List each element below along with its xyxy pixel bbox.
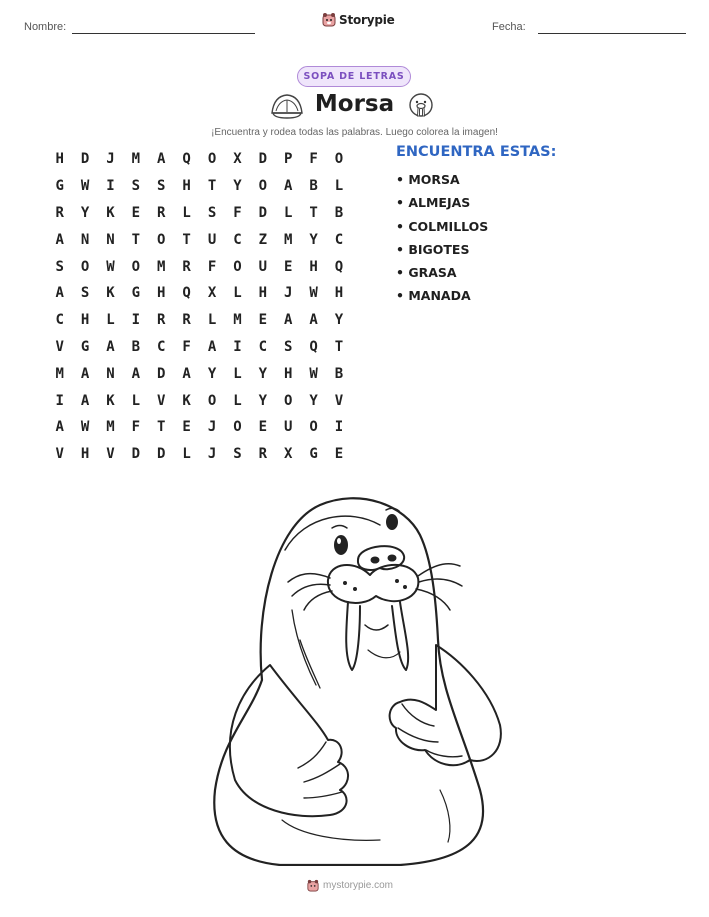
date-label: Fecha: [492,21,526,33]
grid-cell[interactable]: R [182,258,191,275]
grid-cell[interactable]: B [334,204,344,221]
grid-cell[interactable]: J [106,151,115,168]
grid-cell[interactable]: J [283,285,293,302]
grid-cell[interactable]: Y [309,231,318,248]
grid-cell[interactable]: C [157,338,166,355]
word-item: • MORSA [396,172,460,187]
grid-cell[interactable]: A [182,365,191,382]
grid-cell[interactable]: L [182,446,191,463]
grid-cell[interactable]: T [334,338,344,355]
grid-cell[interactable]: A [283,178,293,195]
grid-cell[interactable]: I [131,312,141,329]
grid-cell[interactable]: Y [207,365,217,382]
grid-cell[interactable]: A [55,231,64,248]
grid-cell[interactable]: U [207,231,217,248]
grid-cell[interactable]: E [258,419,268,436]
grid-cell[interactable]: D [258,204,268,221]
grid-cell[interactable]: A [80,365,90,382]
grid-cell[interactable]: P [283,151,293,168]
grid-cell[interactable]: N [80,231,90,248]
grid-cell[interactable]: H [157,285,166,302]
grid-cell[interactable]: E [182,419,191,436]
grid-cell[interactable]: T [309,204,318,221]
grid-cell[interactable]: O [157,231,166,248]
grid-cell[interactable]: J [207,419,217,436]
grid-cell[interactable]: I [106,178,115,195]
grid-cell[interactable]: M [157,258,166,275]
word-list [396,171,488,311]
word-item: • ALMEJAS [396,195,471,211]
grid-cell[interactable]: M [131,151,141,168]
grid-cell[interactable]: A [55,285,64,302]
grid-cell[interactable]: V [157,392,166,409]
grid-cell[interactable]: W [106,258,115,275]
grid-cell[interactable]: H [334,285,344,302]
activity-badge: SOPA DE LETRAS [297,66,411,87]
brand [322,12,395,27]
word-list-title: ENCUENTRA ESTAS: [396,144,557,160]
grid-cell[interactable]: K [106,204,115,221]
grid-cell[interactable]: N [106,365,115,382]
grid-cell[interactable]: X [207,285,217,302]
grid-cell[interactable]: H [80,312,90,329]
grid-cell[interactable]: A [131,365,141,382]
grid-cell[interactable]: O [233,258,242,275]
grid-cell[interactable]: T [182,231,191,248]
grid-cell[interactable]: F [182,338,191,355]
word-item: • GRASA [396,265,457,281]
grid-cell[interactable]: A [106,338,115,355]
grid-cell[interactable]: Y [80,204,90,221]
grid-cell[interactable]: L [233,285,242,302]
grid-cell[interactable]: H [182,178,191,195]
grid-cell[interactable]: Q [334,258,344,275]
grid-cell[interactable]: Q [182,285,191,302]
grid-cell[interactable]: U [283,419,293,436]
grid-cell[interactable]: Y [233,178,242,195]
storypie-logo-icon [307,879,319,892]
grid-cell[interactable]: S [80,285,90,302]
grid-cell[interactable]: A [157,151,166,168]
grid-cell[interactable]: O [131,258,141,275]
grid-cell[interactable]: T [157,419,166,436]
grid-cell[interactable]: A [207,338,217,355]
grid-cell[interactable]: A [283,312,293,329]
grid-cell[interactable]: K [106,285,115,302]
grid-cell[interactable]: O [233,419,242,436]
grid-cell[interactable]: M [106,419,115,436]
grid-cell[interactable]: K [106,392,115,409]
grid-cell[interactable]: O [258,178,268,195]
grid-cell[interactable]: G [309,446,318,463]
grid-cell[interactable]: R [157,312,166,329]
grid-cell[interactable]: O [283,392,293,409]
date-line [538,33,686,34]
grid-cell[interactable]: L [233,392,242,409]
grid-cell[interactable]: F [207,258,217,275]
grid-cell[interactable]: S [55,258,64,275]
grid-cell[interactable]: J [207,446,217,463]
grid-cell[interactable]: L [182,204,191,221]
instructions: ¡Encuentra y rodea todas las palabras. Luego colorea la imagen! [211,127,498,138]
grid-cell[interactable]: Q [182,151,191,168]
grid-cell[interactable]: Y [258,392,268,409]
grid-cell[interactable]: C [55,312,64,329]
grid-cell[interactable]: C [258,338,268,355]
grid-cell[interactable]: X [233,151,242,168]
page-title: Morsa [314,91,395,117]
word-item: • MANADA [396,288,471,304]
grid-cell[interactable]: L [283,204,293,221]
grid-cell[interactable]: F [233,204,242,221]
grid-cell[interactable]: H [80,446,90,463]
word-item: • COLMILLOS [396,218,489,234]
grid-cell[interactable]: X [283,446,293,463]
grid-cell[interactable]: E [334,446,344,463]
grid-cell[interactable]: R [182,312,191,329]
grid-cell[interactable]: H [55,151,64,168]
footer-url: mystorypie.com [323,880,394,891]
grid-cell[interactable]: A [55,419,64,436]
grid-cell[interactable]: H [309,258,318,275]
grid-cell[interactable]: Y [258,365,268,382]
grid-cell[interactable]: Y [334,312,344,329]
grid-cell[interactable]: W [80,178,90,195]
grid-cell[interactable]: S [131,178,141,195]
grid-cell[interactable]: D [258,151,268,168]
grid-cell[interactable]: W [309,285,318,302]
grid-cell[interactable]: S [157,178,166,195]
grid-cell[interactable]: M [55,365,64,382]
grid-cell[interactable]: B [131,338,141,355]
grid-cell[interactable]: G [55,178,64,195]
grid-cell[interactable]: Z [258,231,268,248]
walrus-coloring-illustration [200,490,510,866]
word-search-grid [47,146,352,468]
grid-cell[interactable]: R [258,446,268,463]
grid-cell[interactable]: D [80,151,90,168]
grid-cell[interactable]: L [131,392,141,409]
grid-cell[interactable]: M [283,231,293,248]
grid-cell[interactable]: V [55,446,64,463]
grid-cell[interactable]: O [207,151,217,168]
grid-cell[interactable]: D [157,365,166,382]
grid-cell[interactable]: Q [309,338,318,355]
grid-cell[interactable]: N [106,231,115,248]
grid-cell[interactable]: O [80,258,90,275]
grid-cell[interactable]: I [334,419,344,436]
word-item: • BIGOTES [396,241,470,257]
grid-cell[interactable]: A [80,392,90,409]
grid-cell[interactable]: F [131,419,141,436]
grid-cell[interactable]: V [334,392,344,409]
grid-cell[interactable]: O [207,392,217,409]
walrus-face-icon [407,92,435,120]
grid-cell[interactable]: S [207,204,217,221]
name-label: Nombre: [24,21,67,33]
grid-cell[interactable]: O [309,419,318,436]
grid-cell[interactable]: W [309,365,318,382]
grid-cell[interactable]: Y [309,392,318,409]
grid-cell[interactable]: B [309,178,318,195]
grid-cell[interactable]: E [258,312,268,329]
grid-cell[interactable]: H [283,365,293,382]
name-line [72,33,255,34]
grid-cell[interactable]: T [207,178,217,195]
grid-cell[interactable]: A [309,312,318,329]
grid-cell[interactable]: U [258,258,268,275]
grid-cell[interactable]: L [106,312,115,329]
grid-cell[interactable]: C [334,231,344,248]
grid-cell[interactable]: I [55,392,64,409]
grid-cell[interactable]: C [233,231,242,248]
grid-cell[interactable]: M [233,312,242,329]
grid-cell[interactable]: L [334,178,344,195]
grid-cell[interactable]: H [258,285,268,302]
grid-cell[interactable]: O [334,151,344,168]
grid-cell[interactable]: D [131,446,141,463]
grid-cell[interactable]: V [106,446,115,463]
grid-cell[interactable]: L [207,312,217,329]
grid-cell[interactable]: E [131,204,141,221]
brand-name: Storypie [339,12,395,27]
grid-cell[interactable]: T [131,231,141,248]
grid-cell[interactable]: S [283,338,293,355]
grid-cell[interactable]: E [283,258,293,275]
storypie-logo-icon [322,12,336,27]
grid-cell[interactable]: G [131,285,141,302]
grid-cell[interactable]: D [157,446,166,463]
grid-cell[interactable]: I [233,338,242,355]
grid-cell[interactable]: R [157,204,166,221]
grid-cell[interactable]: K [182,392,191,409]
grid-cell[interactable]: R [55,204,64,221]
grid-cell[interactable]: B [334,365,344,382]
grid-cell[interactable]: G [80,338,90,355]
grid-cell[interactable]: W [80,419,90,436]
grid-cell[interactable]: V [55,338,64,355]
grid-cell[interactable]: F [309,151,318,168]
footer [307,879,393,892]
grid-cell[interactable]: S [233,446,242,463]
grid-cell[interactable]: L [233,365,242,382]
